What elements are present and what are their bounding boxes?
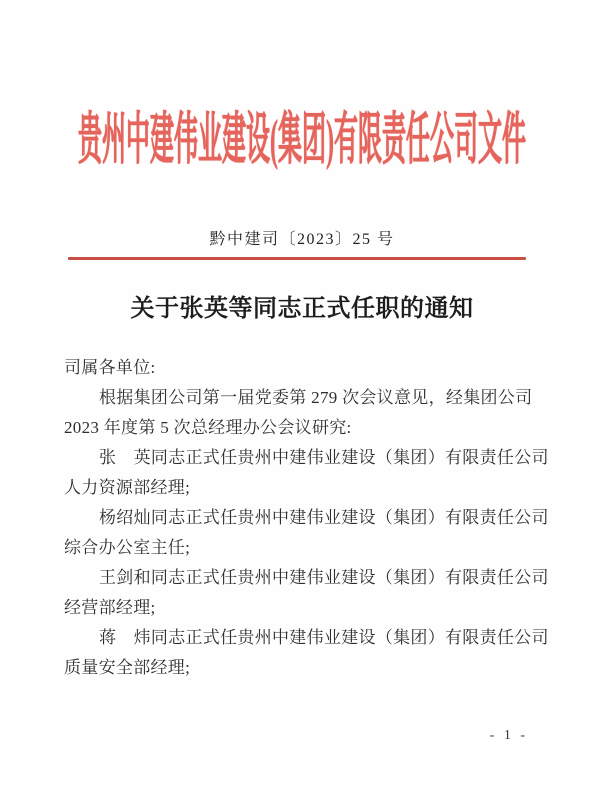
document-body	[64, 353, 548, 683]
document-number: 黔中建司〔2023〕25 号	[209, 231, 395, 248]
body-line: 王剑和同志正式任贵州中建伟业建设（集团）有限责任公司	[99, 568, 549, 587]
body-line: 杨绍灿同志正式任贵州中建伟业建设（集团）有限责任公司	[99, 508, 549, 527]
body-line: 张 英同志正式任贵州中建伟业建设（集团）有限责任公司	[99, 448, 549, 467]
body-line: 经营部经理;	[64, 598, 156, 617]
page-number: - 1 -	[489, 728, 528, 743]
document-title: 关于张英等同志正式任职的通知	[130, 296, 474, 322]
body-line: 质量安全部经理;	[64, 658, 191, 677]
company-banner-text: 贵州中建伟业建设(集团)有限责任公司文件	[78, 110, 526, 172]
red-divider-rule	[68, 257, 526, 260]
body-line: 综合办公室主任;	[64, 538, 191, 557]
body-line: 司属各单位:	[64, 358, 156, 377]
body-line: 根据集团公司第一届党委第 279 次会议意见，经集团公司	[99, 388, 533, 407]
body-line: 人力资源部经理;	[64, 478, 191, 497]
company-banner	[0, 98, 604, 172]
body-line: 2023 年度第 5 次总经理办公会议研究:	[64, 418, 352, 437]
body-line: 蒋 炜同志正式任贵州中建伟业建设（集团）有限责任公司	[99, 628, 549, 647]
